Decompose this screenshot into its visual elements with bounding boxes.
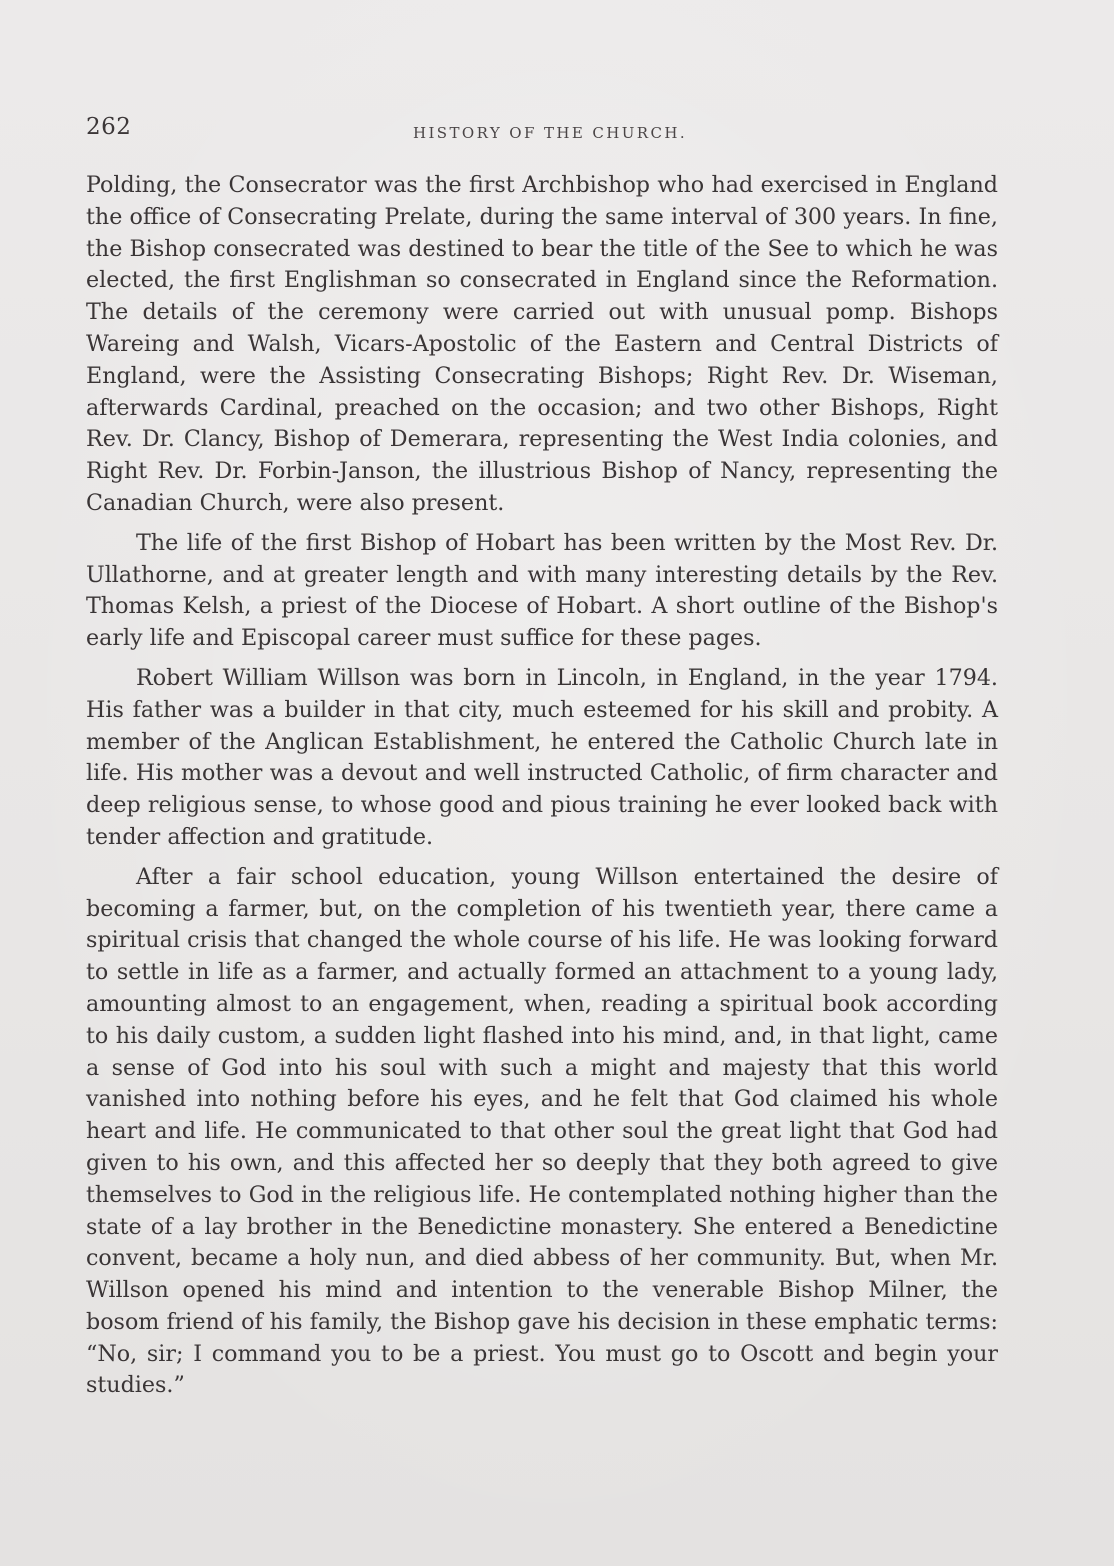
paragraph-biographies: The life of the first Bishop of Hobart has been written by the Most Rev. Dr. Ullathorne, and at greater length and with many interesting details by the Rev. Thomas Kelsh, a priest of the Diocese of Hobart. A short outline of the Bishop's early life and Episcopal career must suffice for these pages. <box>86 529 998 652</box>
paragraph-birth: Robert William Willson was born in Lincoln, in England, in the year 1794. His father was a builder in that city, much esteemed for his skill and probity. A member of the Anglican Establishment, he entered the Catholic Church late in life. His mother was a devout and well instructed Catholic, of firm character and deep religious sense, to whose good and pious training he ever looked back with tender affection and gratitude. <box>86 664 998 850</box>
page-number: 262 <box>86 114 132 140</box>
paragraph-vocation: After a fair school education, young Willson entertained the desire of becoming a farmer, but, on the completion of his twentieth year, there came a spiritual crisis that changed the whole course of his life. He was looking forward to settle in life as a farmer, and actually formed an attachment to a young lady, amounting almost to an engagement, when, reading a spiritual book according to his daily custom, a sudden light flashed into his mind, and, in that light, came a sense of God into his soul with such a might and majesty that this world vanished into nothing before his eyes, and he felt that God claimed his whole heart and life. He communicated to that other soul the great light that God had given to his own, and this affected her so deeply that they both agreed to give themselves to God in the religious life. He contemplated nothing higher than the state of a lay brother in the Benedictine monastery. She entered a Benedictine convent, became a holy nun, and died abbess of her community. But, when Mr. Willson opened his mind and intention to the venerable Bishop Milner, the bosom friend of his family, the Bishop gave his decision in these emphatic terms: “No, sir; I command you to be a priest. You must go to Oscott and begin your studies.” <box>86 863 998 1399</box>
body-text <box>86 170 998 1402</box>
running-head: HISTORY OF THE CHURCH. <box>413 124 687 142</box>
paragraph-continuation: Polding, the Consecrator was the first Archbishop who had exercised in England the office of Consecrating Prelate, during the same interval of 300 years. In fine, the Bishop consecrated was destined to bear the title of the See to which he was elected, the first Englishman so consecrated in England since the Reformation. The details of the ceremony were carried out with unusual pomp. Bishops Wareing and Walsh, Vicars-Apostolic of the Eastern and Central Districts of England, were the Assisting Consecrating Bishops; Right Rev. Dr. Wiseman, afterwards Cardinal, preached on the occasion; and two other Bishops, Right Rev. Dr. Clancy, Bishop of Demerara, representing the West India colonies, and Right Rev. Dr. Forbin-Janson, the illustrious Bishop of Nancy, representing the Canadian Church, were also present. <box>86 172 998 516</box>
